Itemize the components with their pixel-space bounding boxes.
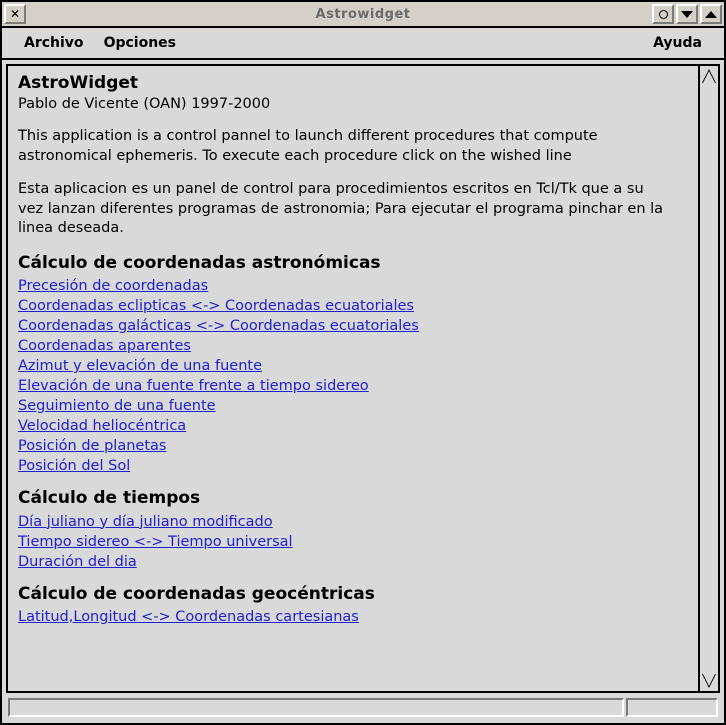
shade-button[interactable] [652,4,674,24]
statusbar [2,693,724,723]
document-text-pane[interactable] [6,64,698,693]
titlebar-right-buttons [652,4,722,24]
scroll-up-icon[interactable] [701,68,717,84]
window-titlebar[interactable] [2,2,724,28]
link-posicion-de-planetas[interactable]: Posición de planetas [18,438,167,455]
menubar [2,28,724,60]
menu-item-opciones[interactable]: Opciones [103,35,176,51]
link-seguimiento-de-una-fuente[interactable]: Seguimiento de una fuente [18,398,216,415]
close-button[interactable] [4,4,26,24]
maximize-button[interactable] [700,4,722,24]
link-posicion-del-sol[interactable]: Posición del Sol [18,458,131,475]
triangle-down-icon [681,11,693,18]
intro-paragraph-es: Esta aplicacion es un panel de control para procedimientos escritos en Tcl/Tk que a su vez lanzan diferentes programas de astronomia; Para ejecutar el programa pinchar en la linea deseada. [18,181,664,237]
status-message-field [8,698,624,717]
section-heading-coordenadas-geocentricas: Cálculo de coordenadas geocéntricas [18,583,375,604]
link-azimut-y-elevacion-de-una-fuente[interactable]: Azimut y elevación de una fuente [18,358,262,375]
link-precesion-de-coordenadas[interactable]: Precesión de coordenadas [18,278,209,295]
section-links-coordenadas-astronomicas [18,276,688,476]
scroll-down-icon[interactable] [701,673,717,689]
link-dia-juliano[interactable]: Día juliano y día juliano modificado [18,513,273,530]
link-coordenadas-aparentes[interactable]: Coordenadas aparentes [18,338,191,355]
section-heading-coordenadas-astronomicas: Cálculo de coordenadas astronómicas [18,252,381,273]
section-links-calculo-de-tiempos [18,512,688,572]
link-duracion-del-dia[interactable]: Duración del dia [18,553,137,570]
page-title: AstroWidget [18,73,139,93]
circle-icon [659,10,668,19]
link-coordenadas-galacticas-ecuatoriales[interactable]: Coordenadas galácticas <-> Coordenadas ecuatoriales [18,318,419,335]
content-area [2,60,724,693]
page-subtitle: Pablo de Vicente (OAN) 1997-2000 [18,95,271,112]
status-secondary-field [626,698,718,717]
titlebar-left-buttons [4,4,26,24]
minimize-button[interactable] [676,4,698,24]
link-tiempo-sidereo-universal[interactable]: Tiempo sidereo <-> Tiempo universal [18,533,293,550]
section-heading-calculo-de-tiempos: Cálculo de tiempos [18,488,201,509]
link-elevacion-fuente-tiempo-sidereo[interactable]: Elevación de una fuente frente a tiempo sidereo [18,378,369,395]
link-coordenadas-eclipticas-ecuatoriales[interactable]: Coordenadas eclipticas <-> Coordenadas ecuatoriales [18,298,414,315]
menu-item-archivo[interactable]: Archivo [24,35,84,51]
intro-paragraph-en: This application is a control pannel to launch different procedures that compute astronomical ephemeris. To execute each procedure click on the wished line [18,127,598,164]
vertical-scrollbar[interactable] [698,64,720,693]
window-title: Astrowidget [315,6,411,22]
link-velocidad-heliocentrica[interactable]: Velocidad heliocéntrica [18,418,187,435]
link-latitud-longitud-cartesianas[interactable]: Latitud,Longitud <-> Coordenadas cartesianas [18,608,359,625]
section-links-coordenadas-geocentricas [18,607,688,627]
close-icon: ✕ [9,7,21,21]
menu-item-ayuda[interactable]: Ayuda [653,35,702,51]
triangle-up-icon [705,11,717,18]
